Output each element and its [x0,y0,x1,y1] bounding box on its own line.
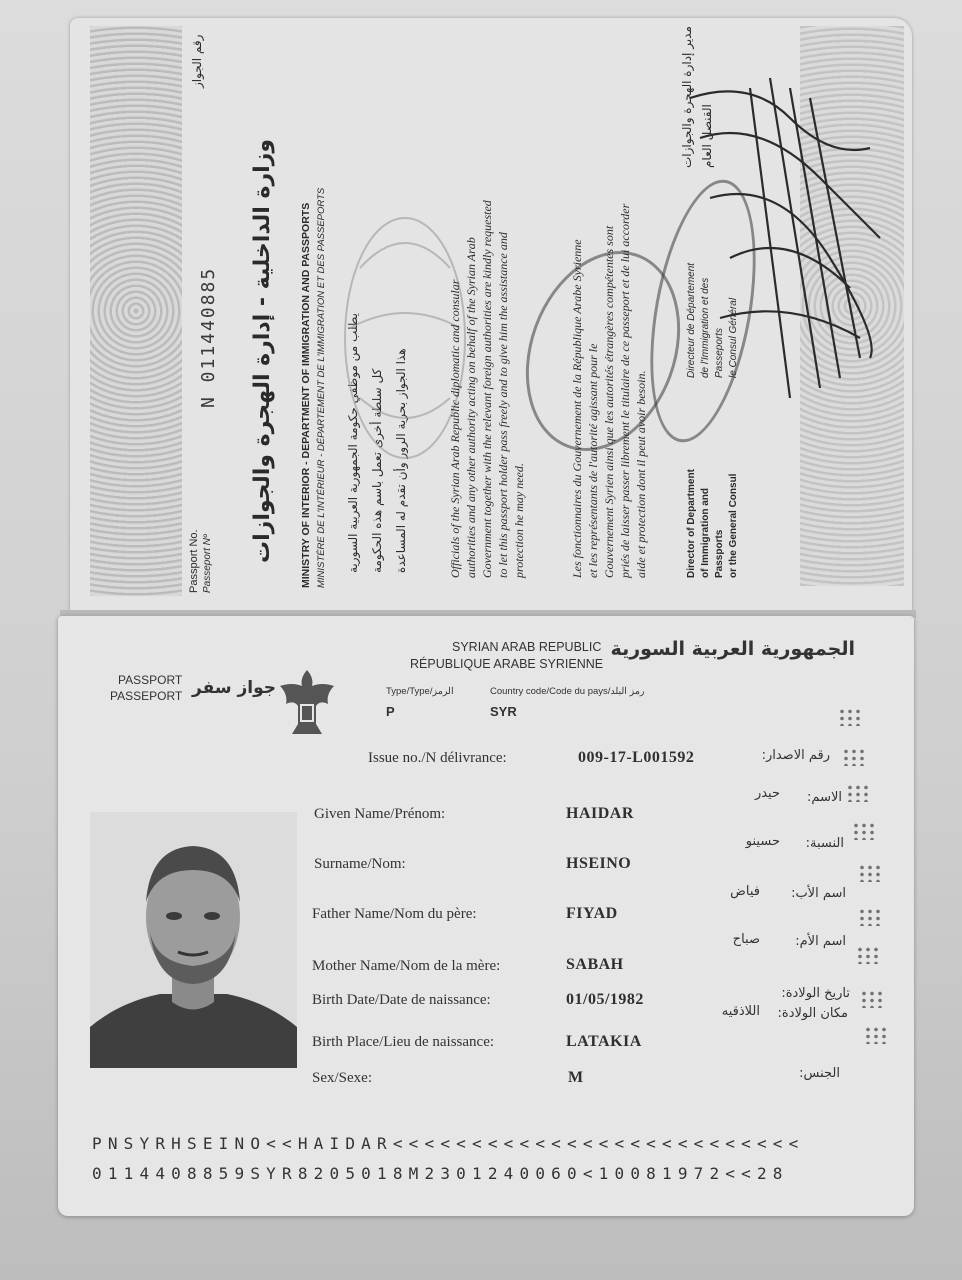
braille-dots [860,990,886,1008]
country-code-value: SYR [490,704,517,719]
guilloche-border-left [90,26,182,596]
mother-name-value-ar: صباح [732,932,760,947]
surname-label-ar: النسبة: [805,836,844,851]
mother-name-value: SABAH [566,956,624,973]
birth-date-value: 01/05/1982 [566,991,644,1008]
braille-dots [846,784,872,802]
director-fr-line-4: le Consul Général [728,297,739,378]
request-en-line-3: Government together with the relevant foreign authorities are kindly requested [480,200,494,578]
country-name-ar: الجمهورية العربية السورية [610,638,855,660]
mother-name-label-ar: اسم الأم: [795,934,846,949]
mrz-line-1: PNSYRHSEINO<<HAIDAR<<<<<<<<<<<<<<<<<<<<<<<<<< [92,1134,805,1153]
birth-place-value: LATAKIA [566,1033,642,1050]
eagle-emblem-icon [272,664,342,742]
birth-place-value-ar: اللاذقيه [721,1004,760,1019]
request-en-line-2: authorities and any other authority acting on behalf of the Syrian Arab [464,237,478,578]
request-fr-line-5: aide et protection dont il peut avoir besoin. [634,370,648,578]
request-fr-line-1: Les fonctionnaires du Gouvernement de la République Arabe Syrienne [570,239,584,578]
request-en-line-5: protection he may need. [512,463,526,578]
braille-dots [858,864,884,882]
request-en-line-4: to let this passport holder pass freely and to give him the assistance and [496,232,510,578]
country-name-en: SYRIAN ARAB REPUBLIC [452,640,602,654]
type-value: P [386,704,395,719]
sex-value: M [568,1069,584,1086]
mother-name-label: Mother Name/Nom de la mère: [312,958,501,974]
request-ar-line-2: كل سلطة أخرى تعمل باسم هذه الحكومة [370,368,384,573]
director-en-line-4: or the General Consul [728,473,739,578]
passport-no-label-fr: Passeport Nº [202,534,213,593]
braille-dots [856,946,882,964]
surname-value: HSEINO [566,855,632,872]
surname-value-ar: حسينو [745,834,780,849]
braille-dots [864,1026,890,1044]
birth-place-label-ar: مكان الولادة: [777,1006,848,1021]
director-ar-2: القنصل العام [700,104,714,168]
father-name-value: FIYAD [566,905,618,922]
holder-photo [90,812,297,1068]
surname-label: Surname/Nom: [314,856,406,872]
mrz-line-2: 0114408859SYR8205018M2301240060<10081972<<28 [92,1164,789,1183]
request-ar-line-1: يطلب من موظفي حكومة الجمهورية العربية السورية [346,313,360,573]
passport-label-fr: PASSEPORT [110,689,183,703]
type-label: Type/Type/الرمز [386,686,454,697]
given-name-label-ar: الاسم: [807,790,842,805]
director-en-line-2: of Immigration and [700,488,711,578]
given-name-value: HAIDAR [566,805,634,822]
passport-no-label-ar: رقم الجواز [190,34,204,88]
director-ar: مدير إدارة الهجرة والجوازات [680,26,694,168]
father-name-label-ar: اسم الأب: [791,886,846,901]
braille-dots [838,708,864,726]
given-name-value-ar: حيدر [754,786,780,801]
passport-top-page [70,18,912,614]
given-name-label: Given Name/Prénom: [314,806,446,822]
director-fr-line-1: Directeur de Département [686,262,697,378]
sex-label-ar: الجنس: [799,1066,840,1081]
passport-number-value: N 011440885 [198,266,219,408]
passport-no-label-en: Passport No. [188,529,200,593]
ministry-title-fr: MINISTÈRE DE L'INTÉRIEUR - DÉPARTEMENT DE L'IMMIGRATION ET DES PASSEPORTS [316,187,327,588]
request-en-line-1: Officials of the Syrian Arab Republic diplomatic and consular [448,279,462,578]
father-name-label: Father Name/Nom du père: [312,906,477,922]
birth-date-label-ar: تاريخ الولادة: [781,986,850,1001]
director-fr-line-3: Passeports [714,327,725,378]
issue-value: 009-17-L001592 [578,749,695,766]
ministry-title-en: MINISTRY OF INTERIOR - DEPARTMENT OF IMMIGRATION AND PASSPORTS [300,202,312,588]
request-ar-line-3: هذا الجواز بحرية الرور وأن تقدم له المساعدة [394,348,408,573]
ministry-title-ar: وزارة الداخلية - إدارة الهجرة والجوازات [250,138,275,563]
request-fr-line-4: priés de laisser passer librement le titulaire de ce passeport et de lui accorder [618,203,632,578]
issue-label: Issue no./N délivrance: [368,750,507,766]
country-code-label: Country code/Code du pays/رمز البلد [490,686,645,697]
director-fr-line-2: de l'Immigration et des [700,277,711,378]
sex-label: Sex/Sexe: [312,1070,372,1086]
braille-dots [852,822,878,840]
request-fr-line-3: Gouvernement Syrien ainsi que les autorités étrangères compétentes sont [602,225,616,578]
signature-scribble [670,58,900,418]
issue-label-ar: رقم الاصدار: [761,748,830,763]
director-en-line-1: Director of Department [686,469,697,578]
passport-label-ar: جواز سفر [192,678,276,698]
passport-label-en: PASSPORT [118,673,183,687]
birth-date-label: Birth Date/Date de naissance: [312,992,491,1008]
braille-dots [858,908,884,926]
braille-dots [842,748,868,766]
request-fr-line-2: et les représentants de l'autorité agissant pour le [586,343,600,578]
country-name-fr: RÉPUBLIQUE ARABE SYRIENNE [410,657,604,671]
father-name-value-ar: فياض [730,884,760,899]
director-en-line-3: Passports [714,529,725,578]
birth-place-label: Birth Place/Lieu de naissance: [312,1034,495,1050]
